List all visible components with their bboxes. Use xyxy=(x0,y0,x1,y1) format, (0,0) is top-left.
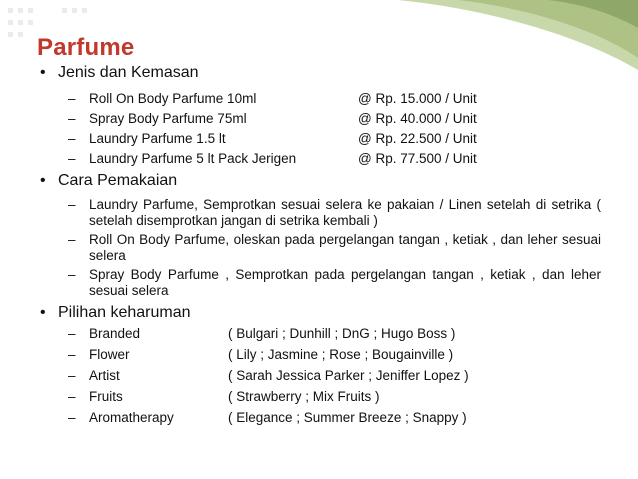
decorative-corner-swoosh xyxy=(398,0,638,70)
dash-icon: – xyxy=(68,197,76,212)
list-item: Laundry Parfume, Semprotkan sesuai selera ke pakaian / Linen setelah di setrika ( setelah disemprotkan jangan di setrika kembali ) xyxy=(89,197,601,228)
bullet-icon: • xyxy=(40,64,46,81)
dash-icon: – xyxy=(68,267,76,282)
bullet-icon: • xyxy=(40,172,46,189)
bullet-icon: • xyxy=(40,304,46,321)
slide: Parfume • Jenis dan Kemasan – Roll On Body Parfume 10ml @ Rp. 15.000 / Unit – Spray Body Parfume 75ml @ Rp. 40.000 / Unit – Laundry Parfume 1.5 lt @ Rp. 22.500 / Unit – Laundry Parfume 5 lt Pack Jerigen @ Rp. 77.500 / Unit • Cara Pemakaian – Laundry Parfume, Semprotkan sesuai selera ke pakaian / Linen setelah di setrika ( setelah disemprotkan jangan di setrika kembali ) – Roll On Body Parfume, oleskan pada pergelangan tangan , ketiak , dan leher sesuai selera – Spray Body Parfume , Semprotkan pada pergelangan tangan , ketiak , dan leher sesuai selera • Pilihan keharuman – Branded ( Bulgari ; Dunhill ; DnG ; Hugo Boss ) – Flower ( Lily ; Jasmine ; Rose ; Bougainville ) – Artist ( Sarah Jessica Parker ; Jeniffer Lopez ) – Fruits ( Strawberry ; Mix Fruits ) – Aromatherapy ( Elegance ; Summer Breeze ; Snappy ) xyxy=(0,0,638,479)
dash-icon: – xyxy=(68,232,76,247)
page-title: Parfume xyxy=(37,34,135,61)
list-item: Spray Body Parfume , Semprotkan pada pergelangan tangan , ketiak , dan leher sesuai selera xyxy=(89,267,601,298)
list-item: Roll On Body Parfume, oleskan pada pergelangan tangan , ketiak , dan leher sesuai selera xyxy=(89,232,601,263)
